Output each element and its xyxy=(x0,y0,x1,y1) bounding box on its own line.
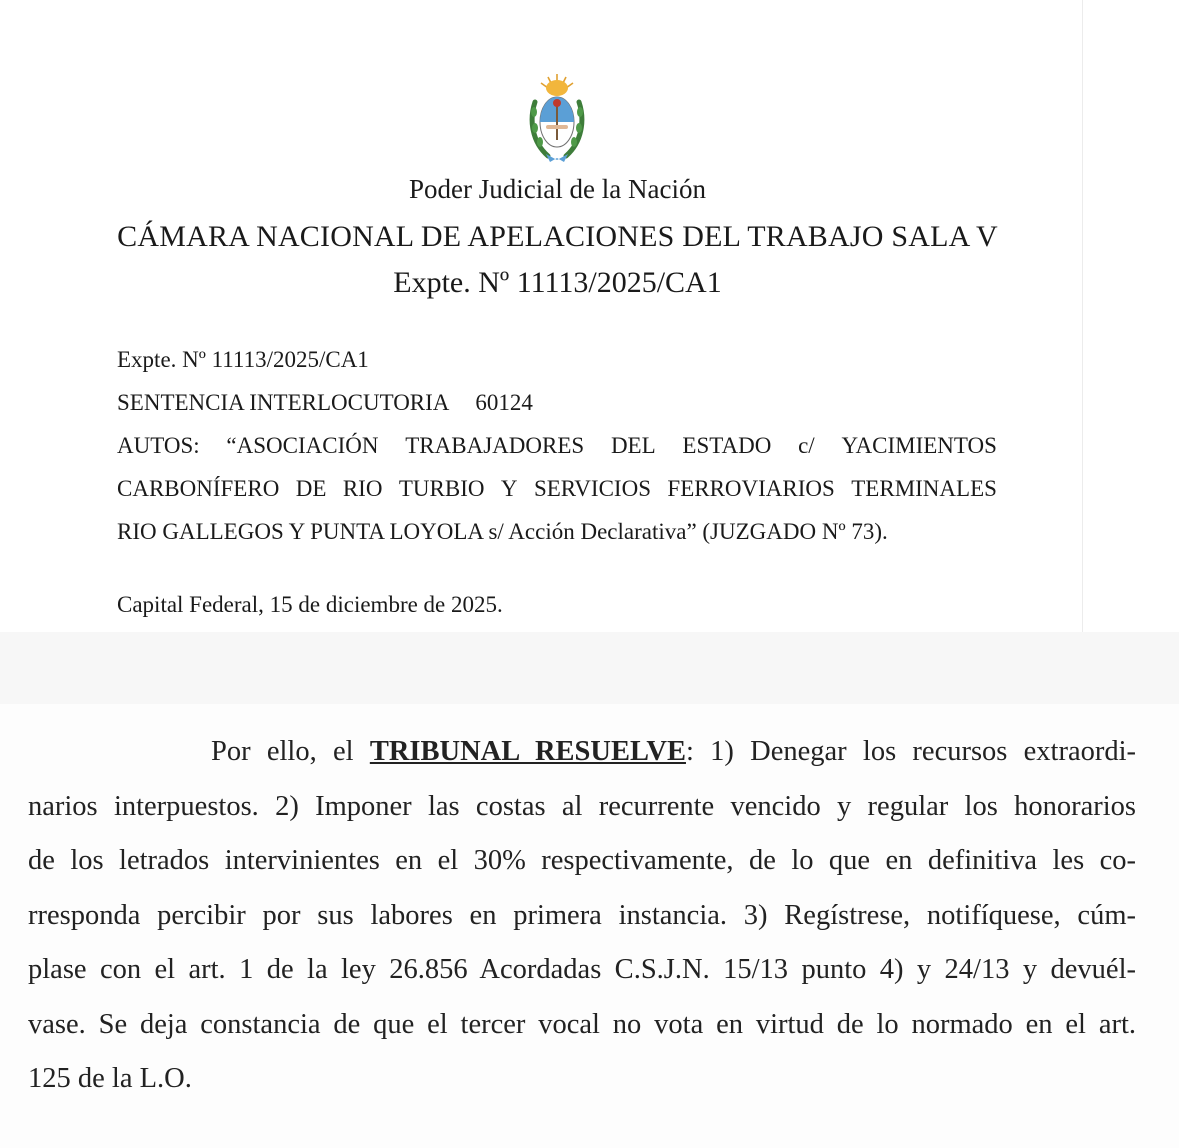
autos-word: AUTOS: xyxy=(117,433,200,458)
resolution-line-2: narios interpuestos. 2) Imponer las costas al recurrente vencido y regular los honorarios xyxy=(28,790,1136,822)
resolution-line-4: rresponda percibir por sus labores en primera instancia. 3) Regístrese, notifíquese, cúm- xyxy=(28,899,1136,931)
resolution-line-1-text xyxy=(211,725,1136,780)
autos-word: TRABAJADORES xyxy=(405,433,585,458)
resolution-line-1 xyxy=(28,725,1136,780)
autos-word: SERVICIOS xyxy=(533,476,651,501)
autos-line-1 xyxy=(117,424,997,467)
resolution-line-1-rest: : 1) Denegar los recursos extraordi- xyxy=(685,736,1137,767)
page-gap xyxy=(0,632,1179,704)
autos-word: Y xyxy=(500,476,518,501)
autos-word: ESTADO xyxy=(682,433,772,458)
coat-of-arms-icon xyxy=(526,72,588,164)
autos-word: TERMINALES xyxy=(851,476,997,501)
date-line: Capital Federal, 15 de diciembre de 2025. xyxy=(117,592,503,617)
autos-word: c/ xyxy=(798,433,815,458)
autos-word: YACIMIENTOS xyxy=(841,433,997,458)
resolution-paragraph xyxy=(28,725,1136,1107)
autos-word: RIO xyxy=(342,476,383,501)
tribunal-resuelve: TRIBUNAL RESUELVE xyxy=(369,736,686,767)
autos-word: TURBIO xyxy=(398,476,485,501)
autos-word: “ASOCIACIÓN xyxy=(226,433,379,458)
autos-word: DE xyxy=(295,476,327,501)
resolution-line-7: 125 de la L.O. xyxy=(28,1063,192,1094)
sentencia-label: SENTENCIA INTERLOCUTORIA xyxy=(117,390,450,415)
court-title: Poder Judicial de la Nación xyxy=(409,174,706,204)
chamber-title: CÁMARA NACIONAL DE APELACIONES DEL TRABAJO SALA V xyxy=(117,220,998,253)
autos-line-3: RIO GALLEGOS Y PUNTA LOYOLA s/ Acción Declarativa” (JUZGADO Nº 73). xyxy=(117,519,888,544)
sentencia-line xyxy=(117,381,997,424)
resolution-line-5: plase con el art. 1 de la ley 26.856 Acordadas C.S.J.N. 15/13 punto 4) y 24/13 y devuél- xyxy=(28,954,1136,985)
autos-line-2 xyxy=(117,467,997,510)
case-expediente: Expte. Nº 11113/2025/CA1 xyxy=(117,347,369,372)
autos-word: FERROVIARIOS xyxy=(667,476,835,501)
resolution-intro: Por ello, el xyxy=(211,736,354,767)
autos-word: DEL xyxy=(610,433,656,458)
resolution-line-6: vase. Se deja constancia de que el tercer vocal no vota en virtud de lo normado en el art. xyxy=(28,1008,1136,1040)
header-expediente: Expte. Nº 11113/2025/CA1 xyxy=(393,266,722,299)
resolution-line-3: de los letrados intervinientes en el 30% respectivamente, de lo que en definitiva les co- xyxy=(28,845,1136,876)
case-info xyxy=(117,338,997,553)
autos-word: CARBONÍFERO xyxy=(117,476,280,501)
sentencia-number: 60124 xyxy=(475,390,533,415)
